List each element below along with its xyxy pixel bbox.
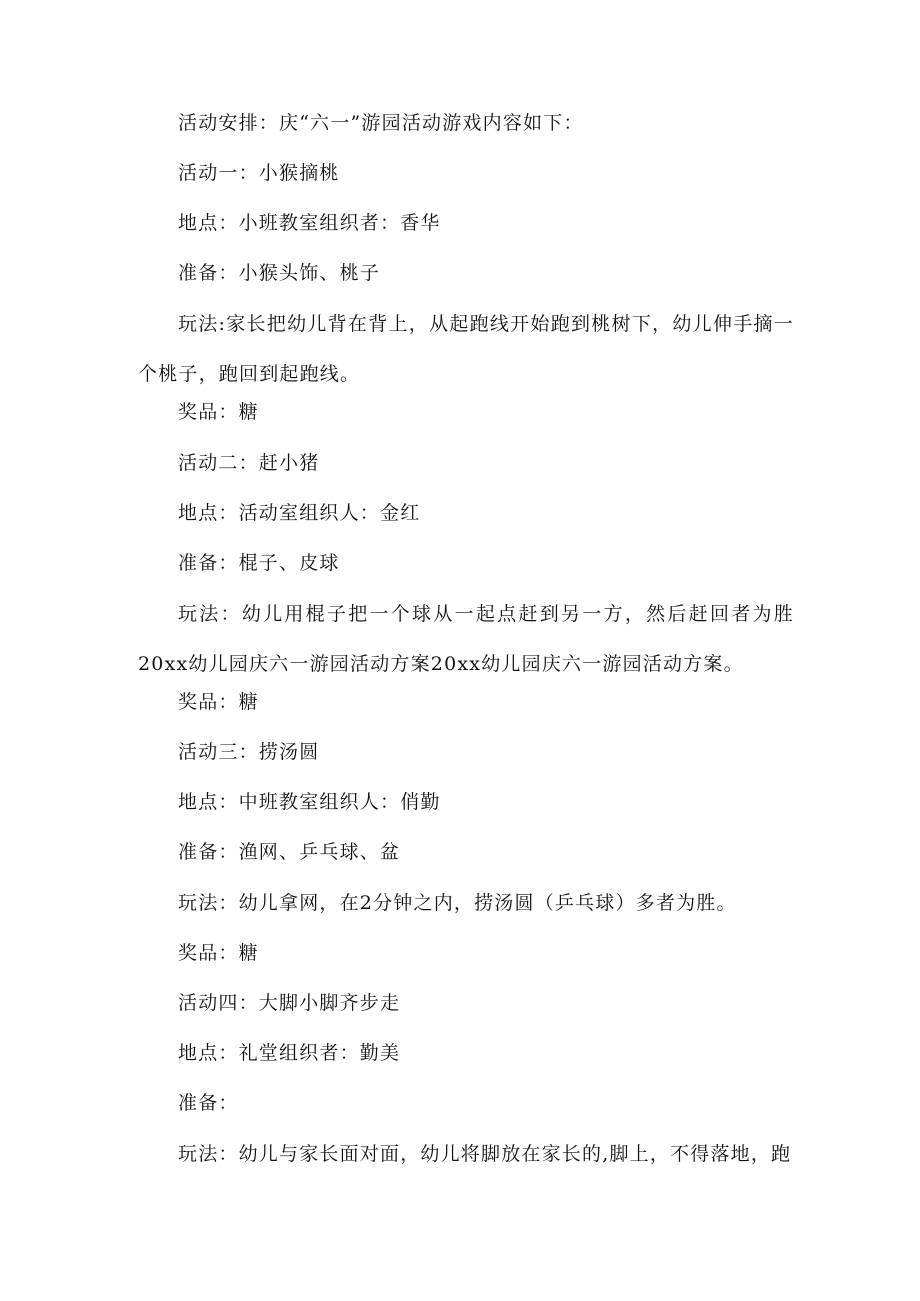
activity-1-rules: 玩法:家长把幼儿背在背上，从起跑线开始跑到桃树下，幼儿伸手摘一个桃子，跑回到起跑线。 bbox=[138, 313, 794, 385]
activity-2-rules: 玩法：幼儿用棍子把一个球从一起点赶到另一方，然后赶回者为胜20xx幼儿园庆六一游园活动方案20xx幼儿园庆六一游园活动方案。 bbox=[138, 603, 794, 675]
activity-1-location: 地点：小班教室组织者：香华 bbox=[178, 212, 441, 234]
activity-4-preparation: 准备： bbox=[178, 1092, 239, 1114]
activity-3-rules: 玩法：幼儿拿网，在2分钟之内，捞汤圆（乒乓球）多者为胜。 bbox=[178, 892, 737, 914]
activity-3-location: 地点：中班教室组织人：俏勤 bbox=[178, 791, 441, 813]
activity-3-preparation: 准备：渔网、乒乓球、盆 bbox=[178, 841, 401, 863]
activity-2-preparation: 准备：棍子、皮球 bbox=[178, 552, 340, 574]
activity-4-rules: 玩法：幼儿与家长面对面，幼儿将脚放在家长的,脚上，不得落地，跑 bbox=[178, 1143, 792, 1165]
activity-3-title: 活动三：捞汤圆 bbox=[178, 741, 320, 763]
activity-1-preparation: 准备：小猴头饰、桃子 bbox=[178, 262, 381, 284]
activity-1-prize: 奖品：糖 bbox=[178, 401, 259, 423]
activity-2-prize: 奖品：糖 bbox=[178, 691, 259, 713]
activity-2-title: 活动二：赶小猪 bbox=[178, 452, 320, 474]
schedule-intro: 活动安排：庆“六一”游园活动游戏内容如下： bbox=[178, 112, 584, 134]
activity-4-title: 活动四：大脚小脚齐步走 bbox=[178, 992, 401, 1014]
activity-2-location: 地点：活动室组织人：金红 bbox=[178, 502, 421, 524]
activity-3-prize: 奖品：糖 bbox=[178, 942, 259, 964]
activity-1-title: 活动一：小猴摘桃 bbox=[178, 162, 340, 184]
activity-4-location: 地点：礼堂组织者：勤美 bbox=[178, 1042, 401, 1064]
